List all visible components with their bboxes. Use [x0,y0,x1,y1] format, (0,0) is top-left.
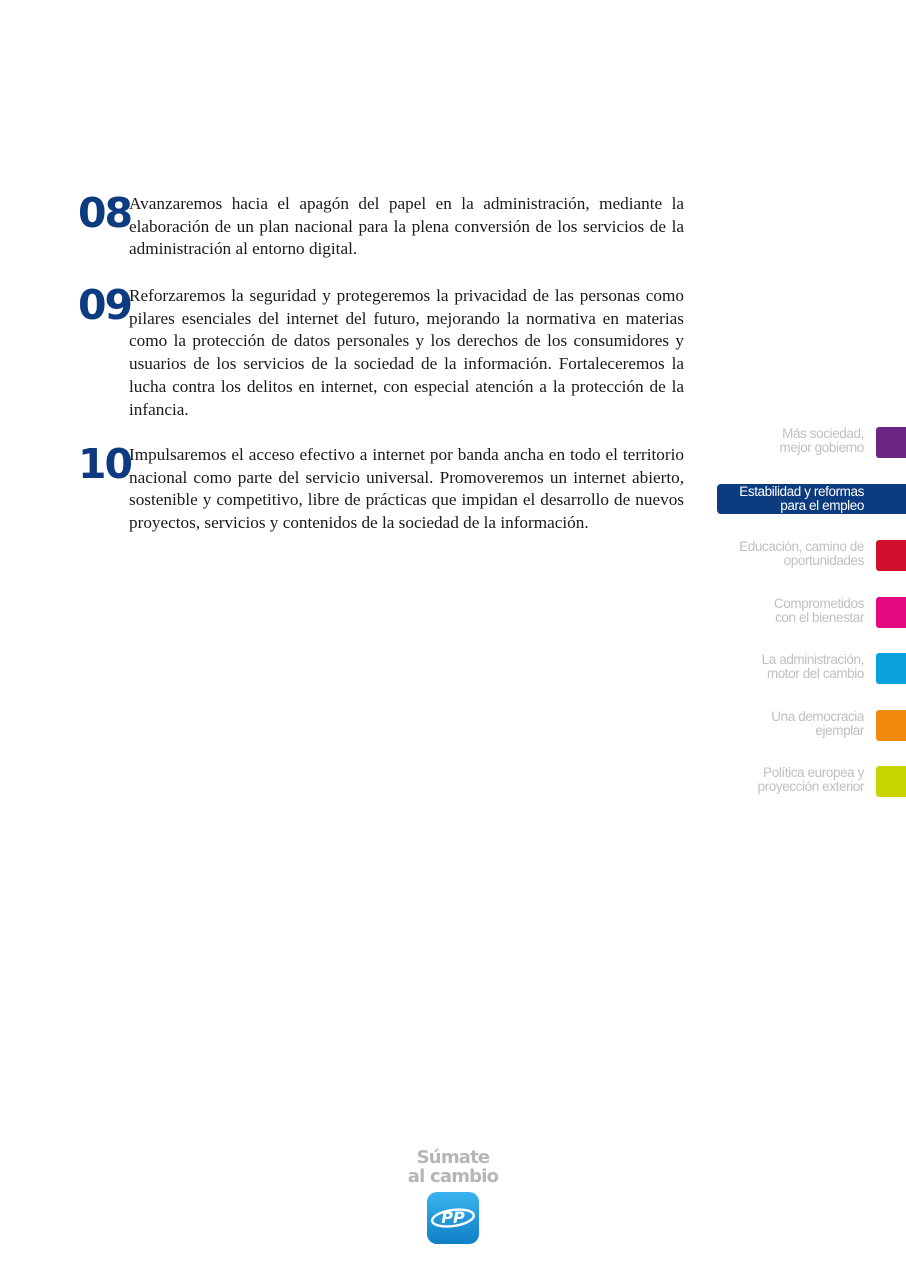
proposal-text: Avanzaremos hacia el apagón del papel en la administración, mediante la elaboración de un plan nacional para la plena conversión de los servicios de la administración al entorno digital. [129,194,684,259]
nav-item-politica-europea[interactable] [706,766,906,797]
proposal-08 [78,189,684,261]
slogan: Súmate al cambio [407,1147,499,1187]
nav-item-label: La administración, motor del cambio [761,652,864,681]
proposal-number: 08 [78,189,132,237]
proposal-10 [78,440,684,535]
nav-item-administracion[interactable] [706,653,906,684]
nav-item-educacion[interactable] [706,540,906,571]
section-color-tab [876,653,906,684]
nav-item-label: Educación, camino de oportunidades [739,539,864,568]
logo-text: PP [441,1208,465,1227]
proposal-number: 09 [78,281,132,329]
section-color-tab [876,710,906,741]
nav-item-label: Estabilidad y reformas para el empleo [739,484,864,513]
nav-item-label: Una democracia ejemplar [771,709,864,738]
proposal-09 [78,281,684,421]
nav-item-label: Más sociedad, mejor gobierno [779,426,864,455]
nav-item-label: Política europea y proyección exterior [757,765,864,794]
proposal-text: Reforzaremos la seguridad y protegeremos la privacidad de las personas como pilares esenciales del internet del futuro, mejorando la normativa en materias como la protección de datos personales y los derechos de los consumidores y usuarios de los servicios de la sociedad de la información. Fortaleceremos la lucha contra los delitos en internet, con especial atención a la protección de la infancia. [129,286,684,419]
section-color-tab [876,766,906,797]
section-color-tab [876,427,906,458]
proposal-number: 10 [78,440,132,488]
pp-logo-mark [427,1192,479,1244]
nav-item-mas-sociedad[interactable] [706,427,906,458]
proposal-text: Impulsaremos el acceso efectivo a internet por banda ancha en todo el territorio nacional como parte del servicio universal. Promoveremos un internet abierto, sostenible y competitivo, libre de prácticas que impidan el desarrollo de nuevos proyectos, servicios y contenidos de la sociedad de la información. [129,445,684,533]
nav-item-estabilidad[interactable] [717,484,906,515]
nav-item-comprometidos[interactable] [706,597,906,628]
footer [393,1148,513,1244]
section-color-tab [876,597,906,628]
nav-item-label: Comprometidos con el bienestar [773,596,864,625]
section-color-tab [876,540,906,571]
nav-item-democracia[interactable] [706,710,906,741]
pp-logo-icon [427,1192,479,1244]
